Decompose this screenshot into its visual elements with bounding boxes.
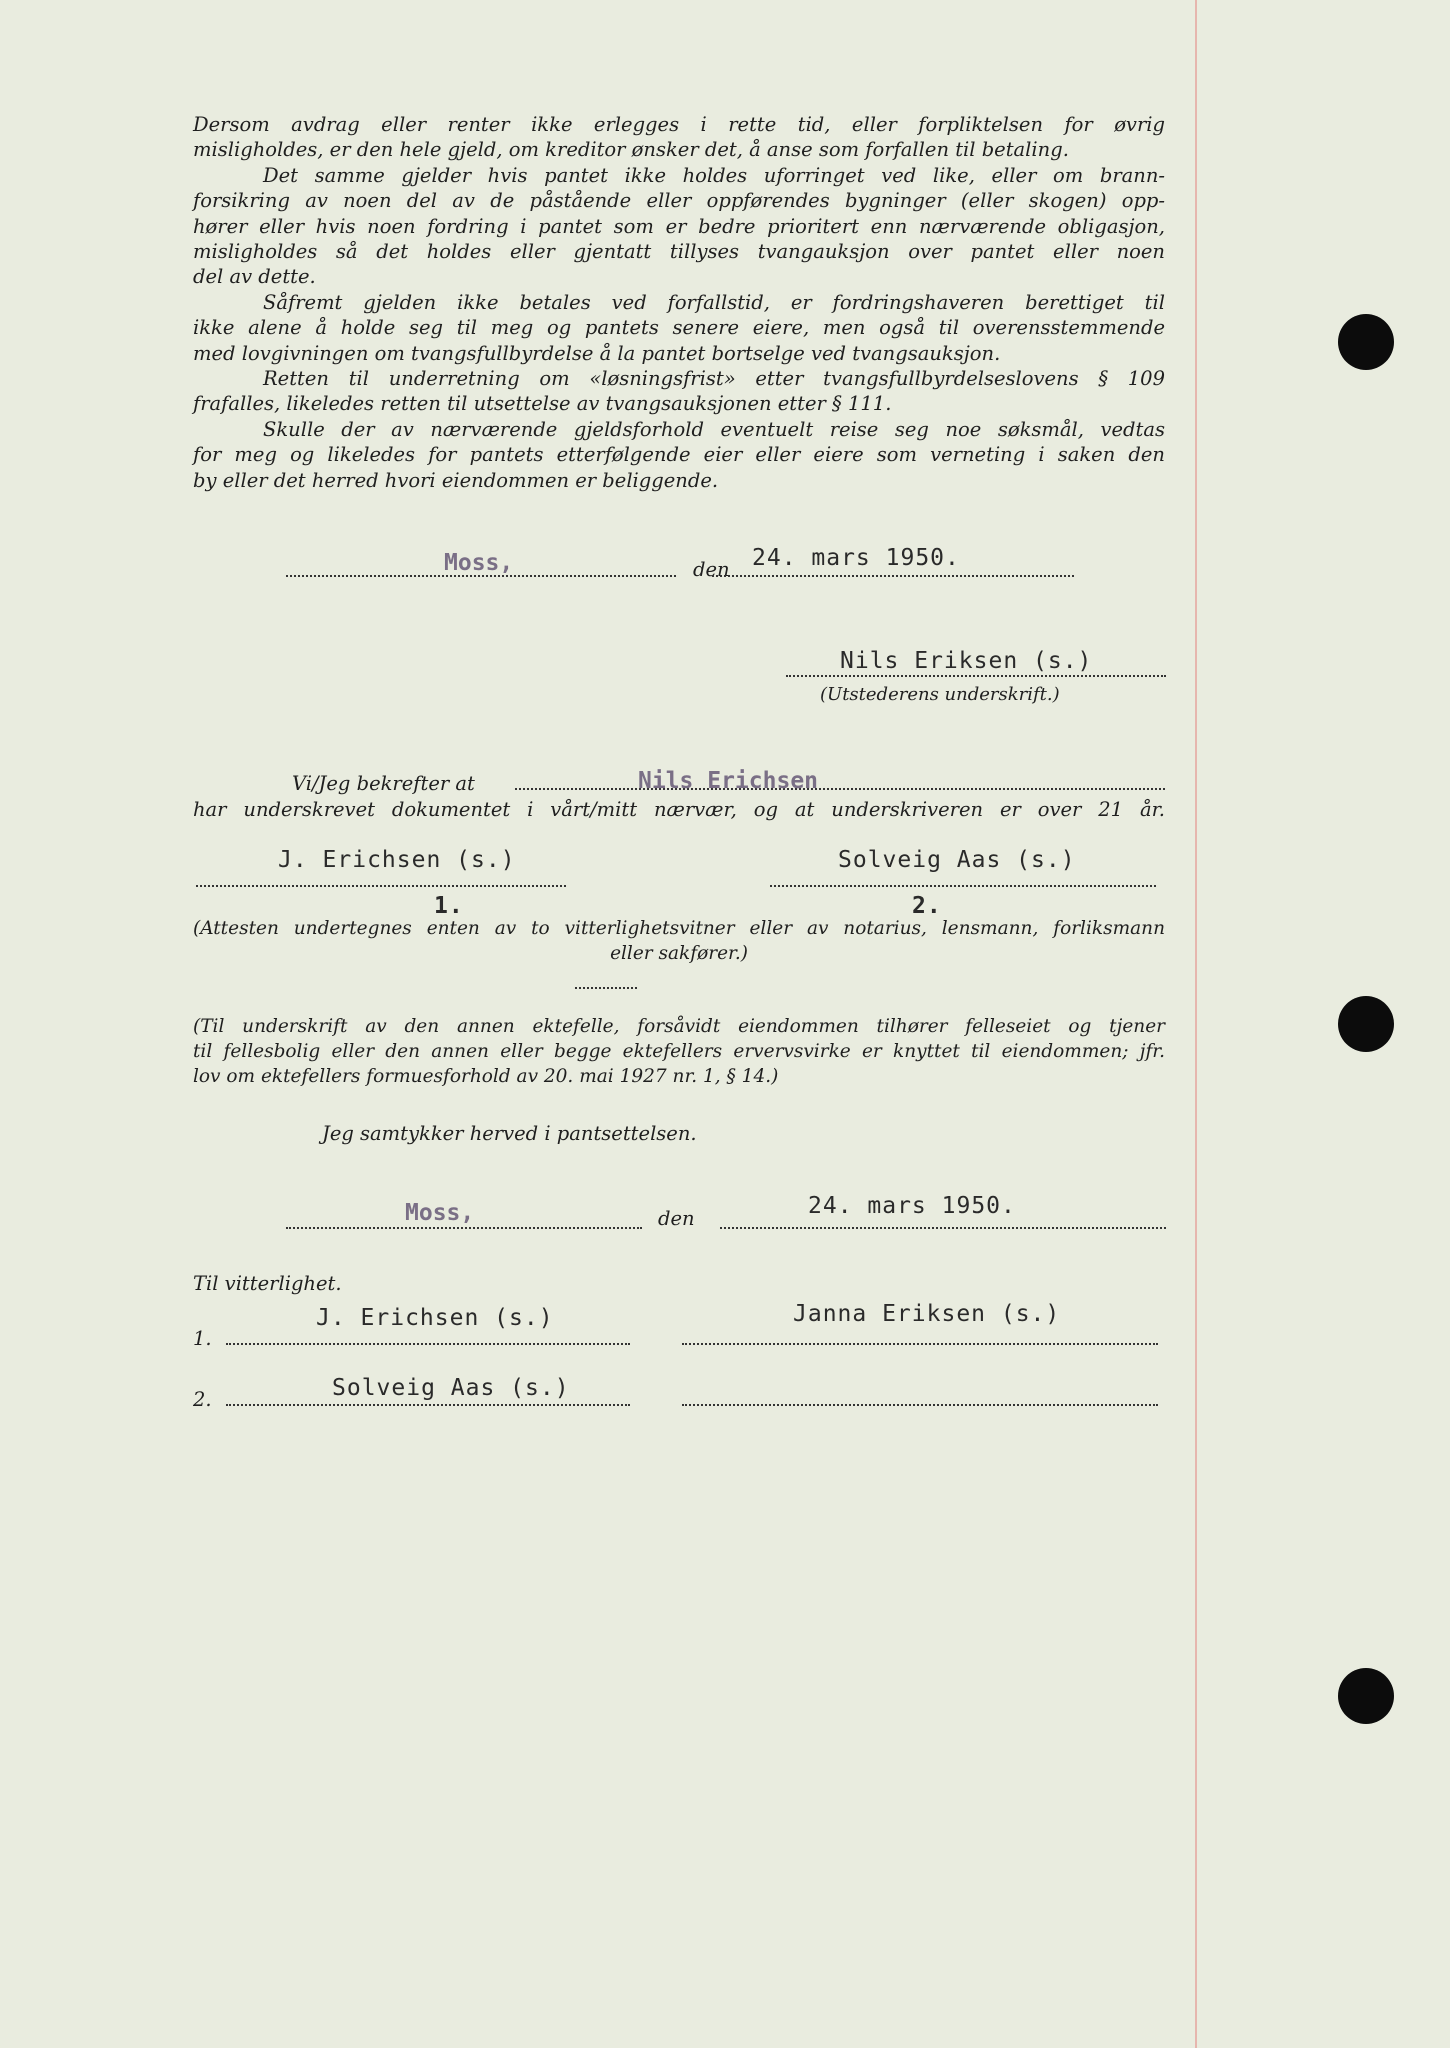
attest-witness-1: J. Erichsen (s.) [278, 847, 516, 873]
row-number-2: 2. [193, 1388, 212, 1411]
attest-witness-2: Solveig Aas (s.) [838, 847, 1076, 873]
note-line: (Attesten undertegnes enten av to vitterlighetsvitner eller av notarius, lensmann, forliksmann [193, 918, 1165, 939]
den-label: den [693, 558, 730, 581]
spouse-signature: Janna Eriksen (s.) [793, 1301, 1061, 1327]
note-line: til fellesbolig eller den annen eller begge ektefellers ervervsvirke er knyttet til eiendommen; jfr. [193, 1041, 1165, 1062]
witness-number-2: 2. [912, 893, 942, 919]
terms-line: del av dette. [193, 265, 316, 289]
witness-number-1: 1. [434, 893, 464, 919]
terms-line: misligholdes så det holdes eller gjentatt tillyses tvangauksjon over pantet eller noen [193, 240, 1165, 263]
blank-line [682, 1404, 1158, 1406]
witness-heading: Til vitterlighet. [193, 1272, 342, 1295]
separator [575, 987, 637, 989]
issuer-signature: Nils Eriksen (s.) [840, 648, 1093, 674]
spouse-place-line [286, 1227, 642, 1229]
spouse-place: Moss, [405, 1200, 475, 1226]
date-line [712, 575, 1074, 577]
confirmed-name: Nils Erichsen [638, 768, 819, 794]
note-line: eller sakfører.) [610, 943, 748, 964]
spouse-witness-line-2 [226, 1404, 630, 1406]
terms-line: Det samme gjelder hvis pantet ikke holdes uforringet ved like, eller om brann- [263, 163, 1165, 187]
note-line: lov om ektefellers formuesforhold av 20. mai 1927 nr. 1, § 14.) [193, 1066, 779, 1087]
spouse-witness-2: Solveig Aas (s.) [332, 1375, 570, 1401]
witness-line-1 [196, 885, 566, 887]
spouse-date-line [720, 1227, 1166, 1229]
terms-line: forsikring av noen del av de påstående eller oppførendes bygninger (eller skogen) opp- [193, 189, 1165, 213]
confirm-label: Vi/Jeg bekrefter at [292, 772, 475, 795]
terms-line: by eller det herred hvori eiendommen er beliggende. [193, 468, 719, 492]
witness-line-2 [770, 885, 1156, 887]
issue-place: Moss, [444, 550, 514, 576]
spouse-signature-line [682, 1343, 1158, 1345]
terms-line: med lovgivningen om tvangsfullbyrdelse å la pantet bortselge ved tvangsauksjon. [193, 341, 1001, 365]
issue-date: 24. mars 1950. [752, 545, 960, 571]
terms-line: hører eller hvis noen fordring i pantet som er bedre prioritert enn nærværende obligasjon, [193, 214, 1165, 238]
terms-line: Dersom avdrag eller renter ikke erlegges i rette tid, eller forpliktelsen for øvrig [193, 113, 1165, 136]
terms-line: misligholdes, er den hele gjeld, om kreditor ønsker det, å anse som forfallen til betaling. [193, 138, 1069, 162]
terms-line: ikke alene å holde seg til meg og pantets senere eiere, men også til overensstemmende [193, 316, 1165, 340]
spouse-den-label: den [658, 1207, 695, 1230]
spouse-witness-line-1 [226, 1343, 630, 1345]
consent-text: Jeg samtykker herved i pantsettelsen. [322, 1122, 697, 1145]
terms-line: Såfremt gjelden ikke betales ved forfallstid, er fordringshaveren berettiget til [263, 290, 1165, 314]
attest-statement: har underskrevet dokumentet i vårt/mitt nærvær, og at underskriveren er over 21 år. [193, 798, 1165, 821]
punch-hole [1338, 314, 1394, 370]
terms-line: frafalles, likeledes retten til utsettelse av tvangsauksjonen etter § 111. [193, 392, 892, 416]
signature-caption: (Utstederens underskrift.) [820, 684, 1060, 705]
signature-line [786, 675, 1166, 677]
punch-hole [1338, 1668, 1394, 1724]
terms-line: Skulle der av nærværende gjeldsforhold eventuelt reise seg noe søksmål, vedtas [263, 417, 1165, 441]
spouse-date: 24. mars 1950. [808, 1193, 1016, 1219]
terms-line: for meg og likeledes for pantets etterfølgende eier eller eiere som verneting i saken den [193, 443, 1165, 467]
row-number-1: 1. [193, 1327, 212, 1350]
margin-rule [1195, 0, 1197, 2048]
punch-hole [1338, 996, 1394, 1052]
confirm-line [515, 788, 1165, 790]
note-line: (Til underskrift av den annen ektefelle, forsåvidt eiendommen tilhører felleseiet og tjener [193, 1016, 1165, 1037]
terms-line: Retten til underretning om «løsningsfrist» etter tvangsfullbyrdelseslovens § 109 [263, 367, 1165, 390]
spouse-witness-1: J. Erichsen (s.) [316, 1305, 554, 1331]
